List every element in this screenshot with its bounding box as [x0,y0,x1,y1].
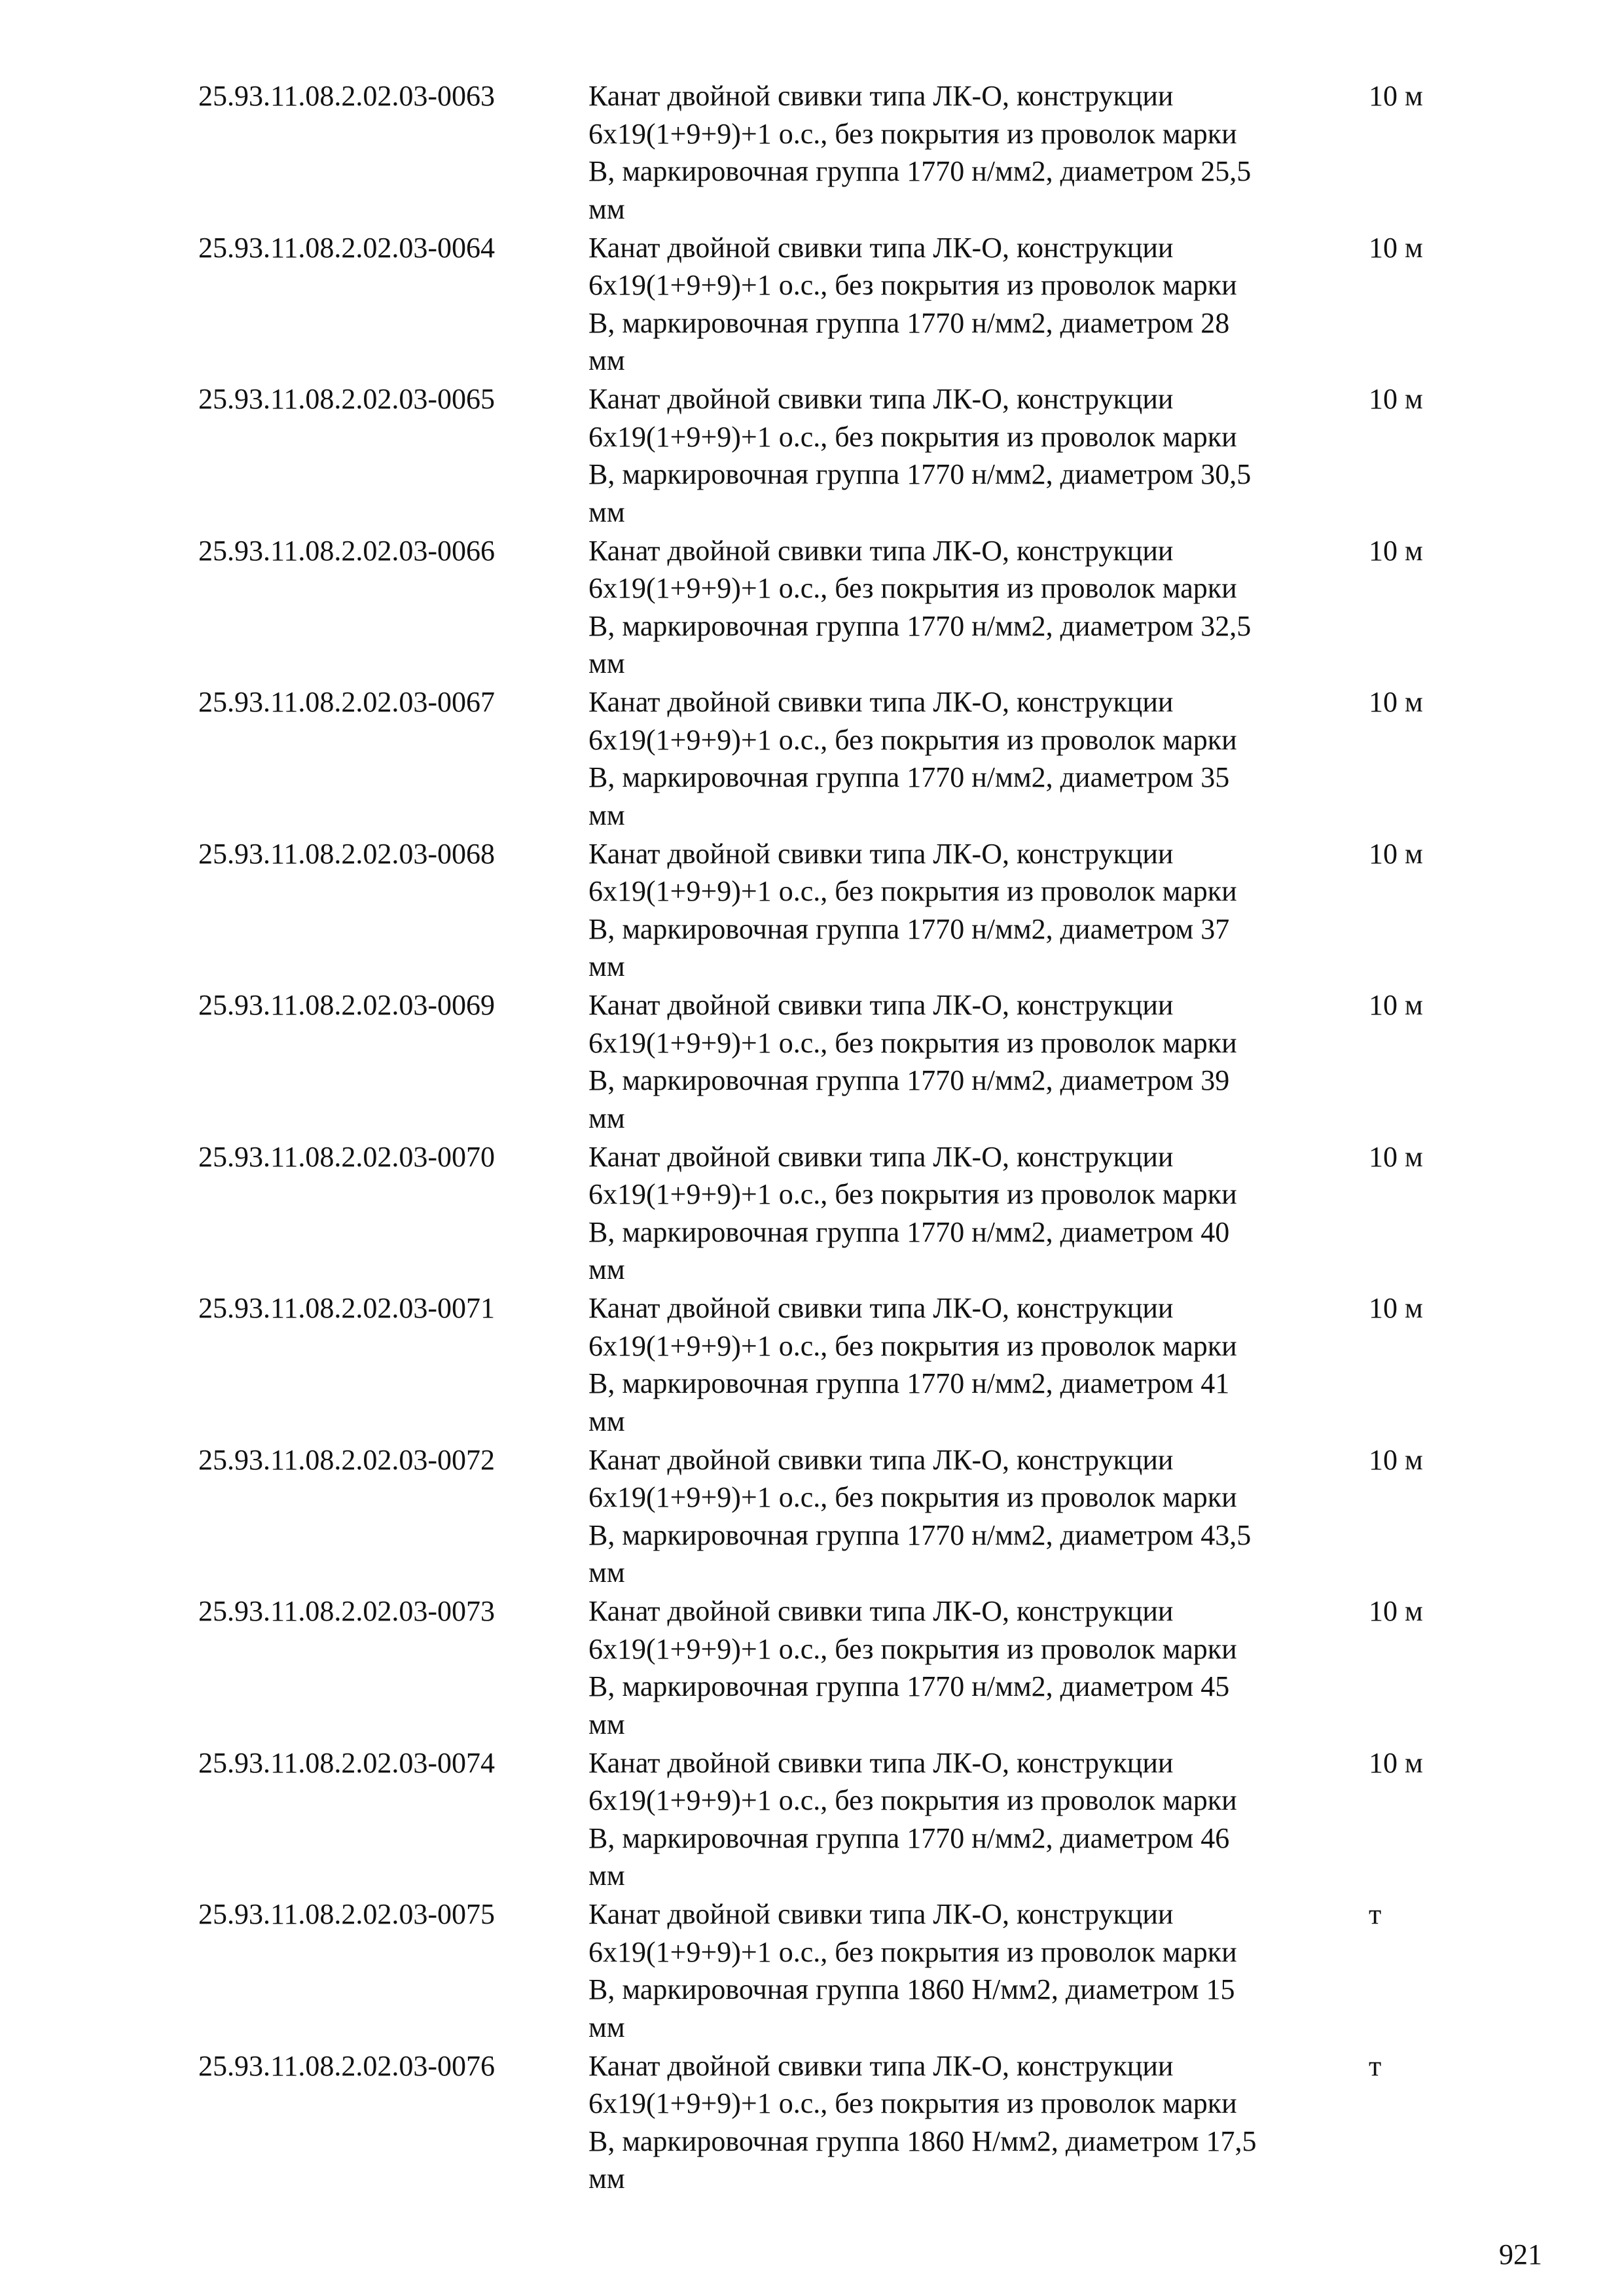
description-line: 6х19(1+9+9)+1 о.с., без покрытия из проволок марки [588,572,1237,605]
description-line: Канат двойной свивки типа ЛК-О, конструкции [588,1595,1174,1627]
table-row [198,2047,1442,2199]
description-line: 6х19(1+9+9)+1 о.с., без покрытия из проволок марки [588,269,1237,302]
description-line: 6х19(1+9+9)+1 о.с., без покрытия из проволок марки [588,723,1237,756]
description-line: 6х19(1+9+9)+1 о.с., без покрытия из проволок марки [588,1784,1237,1817]
resource-code: 25.93.11.08.2.02.03-0072 [198,1443,496,1476]
resource-description [588,1592,1361,1743]
description-line: мм [588,798,625,831]
description-line: 6х19(1+9+9)+1 о.с., без покрытия из проволок марки [588,875,1237,908]
description-line: 6х19(1+9+9)+1 о.с., без покрытия из проволок марки [588,1329,1237,1362]
resource-description [588,229,1361,380]
description-line: В, маркировочная группа 1770 н/мм2, диаметром 35 [588,761,1230,794]
description-line: Канат двойной свивки типа ЛК-О, конструкции [588,989,1174,1021]
description-line: В, маркировочная группа 1770 н/мм2, диаметром 41 [588,1367,1230,1400]
table-row [198,1441,1442,1593]
description-line: мм [588,1405,625,1437]
description-line: Канат двойной свивки типа ЛК-О, конструкции [588,1746,1174,1779]
description-line: 6х19(1+9+9)+1 о.с., без покрытия из проволок марки [588,420,1237,453]
unit-of-measure: 10 м [1369,837,1423,870]
description-line: В, маркировочная группа 1770 н/мм2, диаметром 39 [588,1064,1230,1097]
description-line: В, маркировочная группа 1860 Н/мм2, диаметром 17,5 [588,2125,1257,2157]
resource-description [588,380,1361,531]
description-line: В, маркировочная группа 1770 н/мм2, диаметром 43,5 [588,1518,1252,1551]
table-row [198,1289,1442,1441]
table-row [198,532,1442,684]
unit-of-measure: 10 м [1369,534,1423,567]
resource-description [588,835,1361,986]
description-line: Канат двойной свивки типа ЛК-О, конструкции [588,1292,1174,1324]
resource-description [588,1744,1361,1895]
description-line: мм [588,1253,625,1286]
resource-description [588,683,1361,834]
unit-of-measure: 10 м [1369,80,1423,112]
table-row [198,835,1442,987]
resource-description [588,1895,1361,2046]
description-line: мм [588,1556,625,1589]
description-line: В, маркировочная группа 1770 н/мм2, диаметром 25,5 [588,155,1252,188]
table-row [198,1138,1442,1290]
unit-of-measure: 10 м [1369,989,1423,1021]
description-line: мм [588,344,625,377]
resource-description [588,1289,1361,1440]
description-line: мм [588,950,625,983]
unit-of-measure: 10 м [1369,1746,1423,1779]
table-row [198,1744,1442,1896]
description-line: Канат двойной свивки типа ЛК-О, конструкции [588,1898,1174,1930]
resource-code: 25.93.11.08.2.02.03-0067 [198,686,496,718]
description-line: В, маркировочная группа 1770 н/мм2, диаметром 30,5 [588,458,1252,491]
table-row [198,77,1442,229]
unit-of-measure: 10 м [1369,686,1423,718]
description-line: 6х19(1+9+9)+1 о.с., без покрытия из проволок марки [588,1632,1237,1665]
table-row [198,683,1442,835]
table-row [198,1592,1442,1744]
description-line: мм [588,2162,625,2195]
description-line: Канат двойной свивки типа ЛК-О, конструкции [588,837,1174,870]
unit-of-measure: 10 м [1369,231,1423,264]
unit-of-measure: 10 м [1369,1140,1423,1173]
description-line: мм [588,192,625,225]
unit-of-measure: т [1369,1898,1382,1930]
resource-code: 25.93.11.08.2.02.03-0068 [198,837,496,870]
description-line: 6х19(1+9+9)+1 о.с., без покрытия из проволок марки [588,2087,1237,2120]
unit-of-measure: 10 м [1369,1292,1423,1324]
resource-code: 25.93.11.08.2.02.03-0066 [198,534,496,567]
table-row [198,1895,1442,2047]
resource-description [588,77,1361,228]
description-line: мм [588,1102,625,1134]
description-line: мм [588,2011,625,2043]
description-line: В, маркировочная группа 1770 н/мм2, диаметром 40 [588,1215,1230,1248]
description-line: Канат двойной свивки типа ЛК-О, конструкции [588,1140,1174,1173]
description-line: В, маркировочная группа 1860 Н/мм2, диаметром 15 [588,1973,1235,2006]
description-line: Канат двойной свивки типа ЛК-О, конструкции [588,686,1174,718]
resource-description [588,986,1361,1137]
description-line: Канат двойной свивки типа ЛК-О, конструкции [588,80,1174,112]
unit-of-measure: 10 м [1369,1443,1423,1476]
resource-table [198,77,1442,2198]
description-line: Канат двойной свивки типа ЛК-О, конструкции [588,383,1174,415]
description-line: 6х19(1+9+9)+1 о.с., без покрытия из проволок марки [588,1026,1237,1059]
description-line: В, маркировочная группа 1770 н/мм2, диаметром 32,5 [588,609,1252,642]
page-number: 921 [1499,2238,1542,2270]
description-line: 6х19(1+9+9)+1 о.с., без покрытия из проволок марки [588,117,1237,150]
description-line: Канат двойной свивки типа ЛК-О, конструкции [588,231,1174,264]
description-line: Канат двойной свивки типа ЛК-О, конструкции [588,1443,1174,1476]
table-row [198,380,1442,532]
description-line: В, маркировочная группа 1770 н/мм2, диаметром 37 [588,912,1230,945]
description-line: 6х19(1+9+9)+1 о.с., без покрытия из проволок марки [588,1935,1237,1968]
description-line: 6х19(1+9+9)+1 о.с., без покрытия из проволок марки [588,1481,1237,1514]
description-line: В, маркировочная группа 1770 н/мм2, диаметром 28 [588,306,1230,339]
resource-description [588,532,1361,683]
table-row [198,986,1442,1138]
description-line: В, маркировочная группа 1770 н/мм2, диаметром 46 [588,1821,1230,1854]
resource-code: 25.93.11.08.2.02.03-0075 [198,1898,496,1930]
description-line: Канат двойной свивки типа ЛК-О, конструкции [588,2049,1174,2082]
unit-of-measure: 10 м [1369,383,1423,415]
description-line: 6х19(1+9+9)+1 о.с., без покрытия из проволок марки [588,1178,1237,1211]
resource-code: 25.93.11.08.2.02.03-0070 [198,1140,496,1173]
resource-code: 25.93.11.08.2.02.03-0071 [198,1292,496,1324]
resource-code: 25.93.11.08.2.02.03-0064 [198,231,496,264]
resource-code: 25.93.11.08.2.02.03-0069 [198,989,496,1021]
description-line: мм [588,1859,625,1892]
description-line: В, маркировочная группа 1770 н/мм2, диаметром 45 [588,1670,1230,1703]
resource-code: 25.93.11.08.2.02.03-0076 [198,2049,496,2082]
resource-description [588,1138,1361,1289]
resource-description [588,2047,1361,2198]
description-line: Канат двойной свивки типа ЛК-О, конструкции [588,534,1174,567]
resource-code: 25.93.11.08.2.02.03-0073 [198,1595,496,1627]
resource-code: 25.93.11.08.2.02.03-0063 [198,80,496,112]
description-line: мм [588,647,625,680]
resource-code: 25.93.11.08.2.02.03-0065 [198,383,496,415]
table-row [198,229,1442,381]
unit-of-measure: 10 м [1369,1595,1423,1627]
unit-of-measure: т [1369,2049,1382,2082]
description-line: мм [588,495,625,528]
resource-code: 25.93.11.08.2.02.03-0074 [198,1746,496,1779]
resource-description [588,1441,1361,1592]
description-line: мм [588,1708,625,1740]
